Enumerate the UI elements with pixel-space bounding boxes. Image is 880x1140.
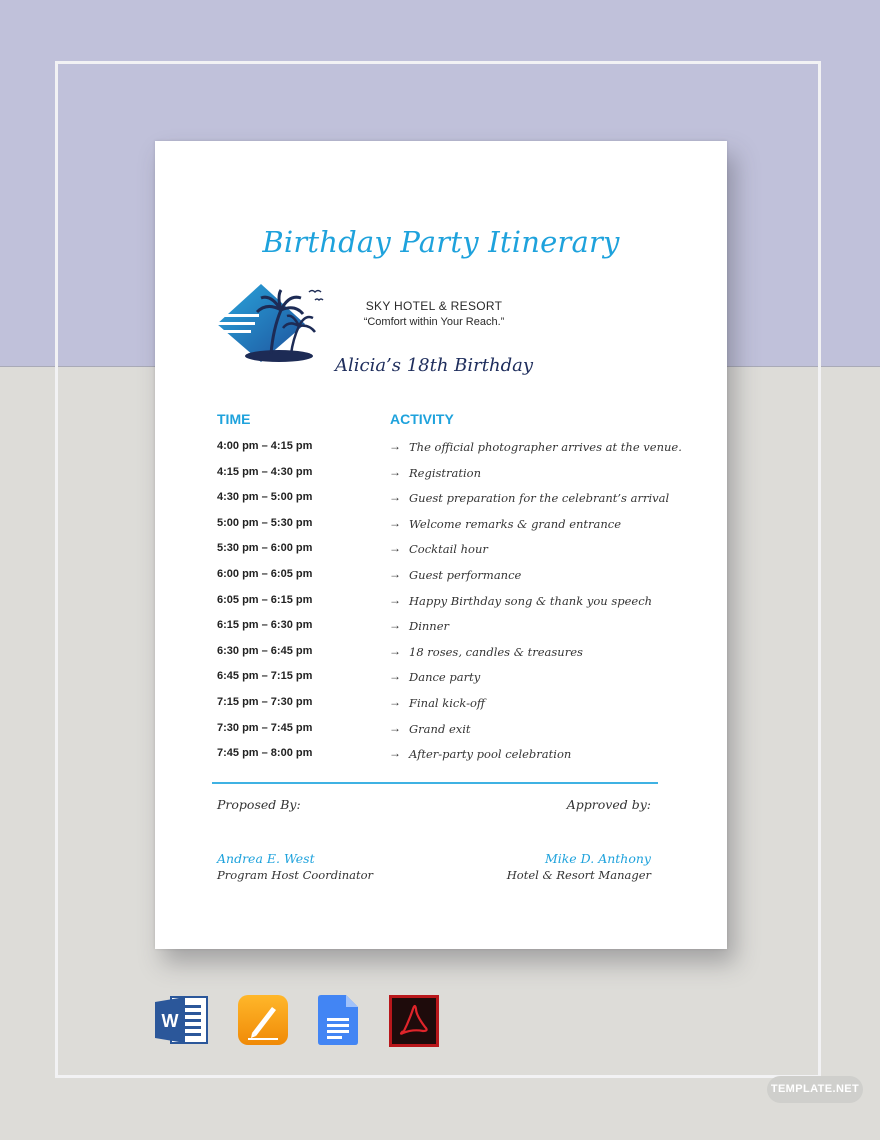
- activity-column-header: ACTIVITY: [390, 411, 454, 427]
- arrow-icon: →: [389, 566, 401, 581]
- schedule-activity: Grand exit: [409, 721, 471, 736]
- arrow-icon: →: [389, 541, 401, 556]
- schedule-time: 6:00 pm – 6:05 pm: [217, 567, 313, 580]
- arrow-icon: →: [389, 746, 401, 761]
- schedule-activity: Registration: [409, 465, 482, 480]
- schedule-time: 7:15 pm – 7:30 pm: [217, 695, 313, 708]
- palm-beach-logo-icon: [215, 284, 329, 362]
- schedule-time: 5:30 pm – 6:00 pm: [217, 542, 313, 555]
- schedule-row: [155, 642, 727, 668]
- schedule-activity: Guest performance: [409, 567, 522, 582]
- schedule-activity: Happy Birthday song & thank you speech: [409, 593, 653, 608]
- schedule-activity: After-party pool celebration: [409, 747, 572, 762]
- schedule-row: [155, 539, 727, 565]
- word-icon-letter: W: [161, 1011, 179, 1031]
- schedule-row: [155, 488, 727, 514]
- schedule-activity: Dinner: [409, 619, 450, 634]
- schedule-activity: Welcome remarks & grand entrance: [409, 516, 622, 531]
- schedule-time: 6:15 pm – 6:30 pm: [217, 619, 313, 632]
- pages-icon[interactable]: [238, 995, 288, 1045]
- schedule-time: 6:05 pm – 6:15 pm: [217, 593, 313, 606]
- schedule-time: 6:45 pm – 7:15 pm: [217, 670, 313, 683]
- schedule-row: [155, 463, 727, 489]
- schedule-activity: Cocktail hour: [409, 542, 488, 557]
- proposer-role: Program Host Coordinator: [217, 868, 374, 882]
- arrow-icon: →: [389, 694, 401, 709]
- schedule-row: [155, 693, 727, 719]
- document-page: [155, 141, 727, 949]
- template-net-watermark[interactable]: TEMPLATE.NET: [767, 1076, 863, 1103]
- schedule-time: 4:15 pm – 4:30 pm: [217, 465, 313, 478]
- hotel-name: SKY HOTEL & RESORT: [365, 299, 503, 313]
- schedule-activity: The official photographer arrives at the venue.: [409, 440, 682, 454]
- schedule-row: [155, 616, 727, 642]
- schedule-activity: 18 roses, candles & treasures: [409, 644, 583, 659]
- schedule-activity: Guest preparation for the celebrant’s arrival: [409, 491, 670, 506]
- arrow-icon: →: [389, 643, 401, 658]
- proposed-by-label: Proposed By:: [217, 797, 301, 812]
- schedule-time: 7:30 pm – 7:45 pm: [217, 721, 313, 734]
- schedule-time: 7:45 pm – 8:00 pm: [217, 747, 313, 760]
- schedule-row: [155, 514, 727, 540]
- arrow-icon: →: [389, 515, 401, 530]
- approver-name: Mike D. Anthony: [544, 851, 651, 866]
- time-column-header: TIME: [217, 411, 251, 427]
- schedule-row: [155, 565, 727, 591]
- schedule-time: 6:30 pm – 6:45 pm: [217, 644, 313, 657]
- arrow-icon: →: [389, 464, 401, 479]
- document-title: Birthday Party Itinerary: [262, 225, 620, 259]
- arrow-icon: →: [389, 490, 401, 505]
- approver-role: Hotel & Resort Manager: [506, 868, 651, 882]
- arrow-icon: →: [389, 669, 401, 684]
- schedule-row: [155, 744, 727, 770]
- approved-by-label: Approved by:: [566, 797, 651, 812]
- arrow-icon: →: [389, 439, 401, 453]
- pdf-icon[interactable]: [389, 995, 439, 1047]
- arrow-icon: →: [389, 720, 401, 735]
- schedule-row: [155, 591, 727, 617]
- schedule-row: [155, 667, 727, 693]
- schedule-row: [155, 437, 727, 463]
- schedule-activity: Final kick-off: [409, 695, 486, 710]
- schedule-activity: Dance party: [409, 670, 481, 685]
- schedule-time: 4:00 pm – 4:15 pm: [217, 440, 313, 452]
- hotel-tagline: “Comfort within Your Reach.”: [363, 316, 505, 328]
- schedule-list: [155, 437, 727, 770]
- arrow-icon: →: [389, 618, 401, 633]
- google-docs-icon[interactable]: [318, 995, 358, 1045]
- arrow-icon: →: [389, 592, 401, 607]
- proposer-name: Andrea E. West: [217, 851, 315, 866]
- schedule-time: 5:00 pm – 5:30 pm: [217, 516, 313, 529]
- word-icon[interactable]: [155, 995, 209, 1045]
- event-title: Alicia’s 18th Birthday: [334, 355, 534, 376]
- schedule-time: 4:30 pm – 5:00 pm: [217, 491, 313, 504]
- schedule-row: [155, 719, 727, 745]
- section-divider: [212, 782, 658, 784]
